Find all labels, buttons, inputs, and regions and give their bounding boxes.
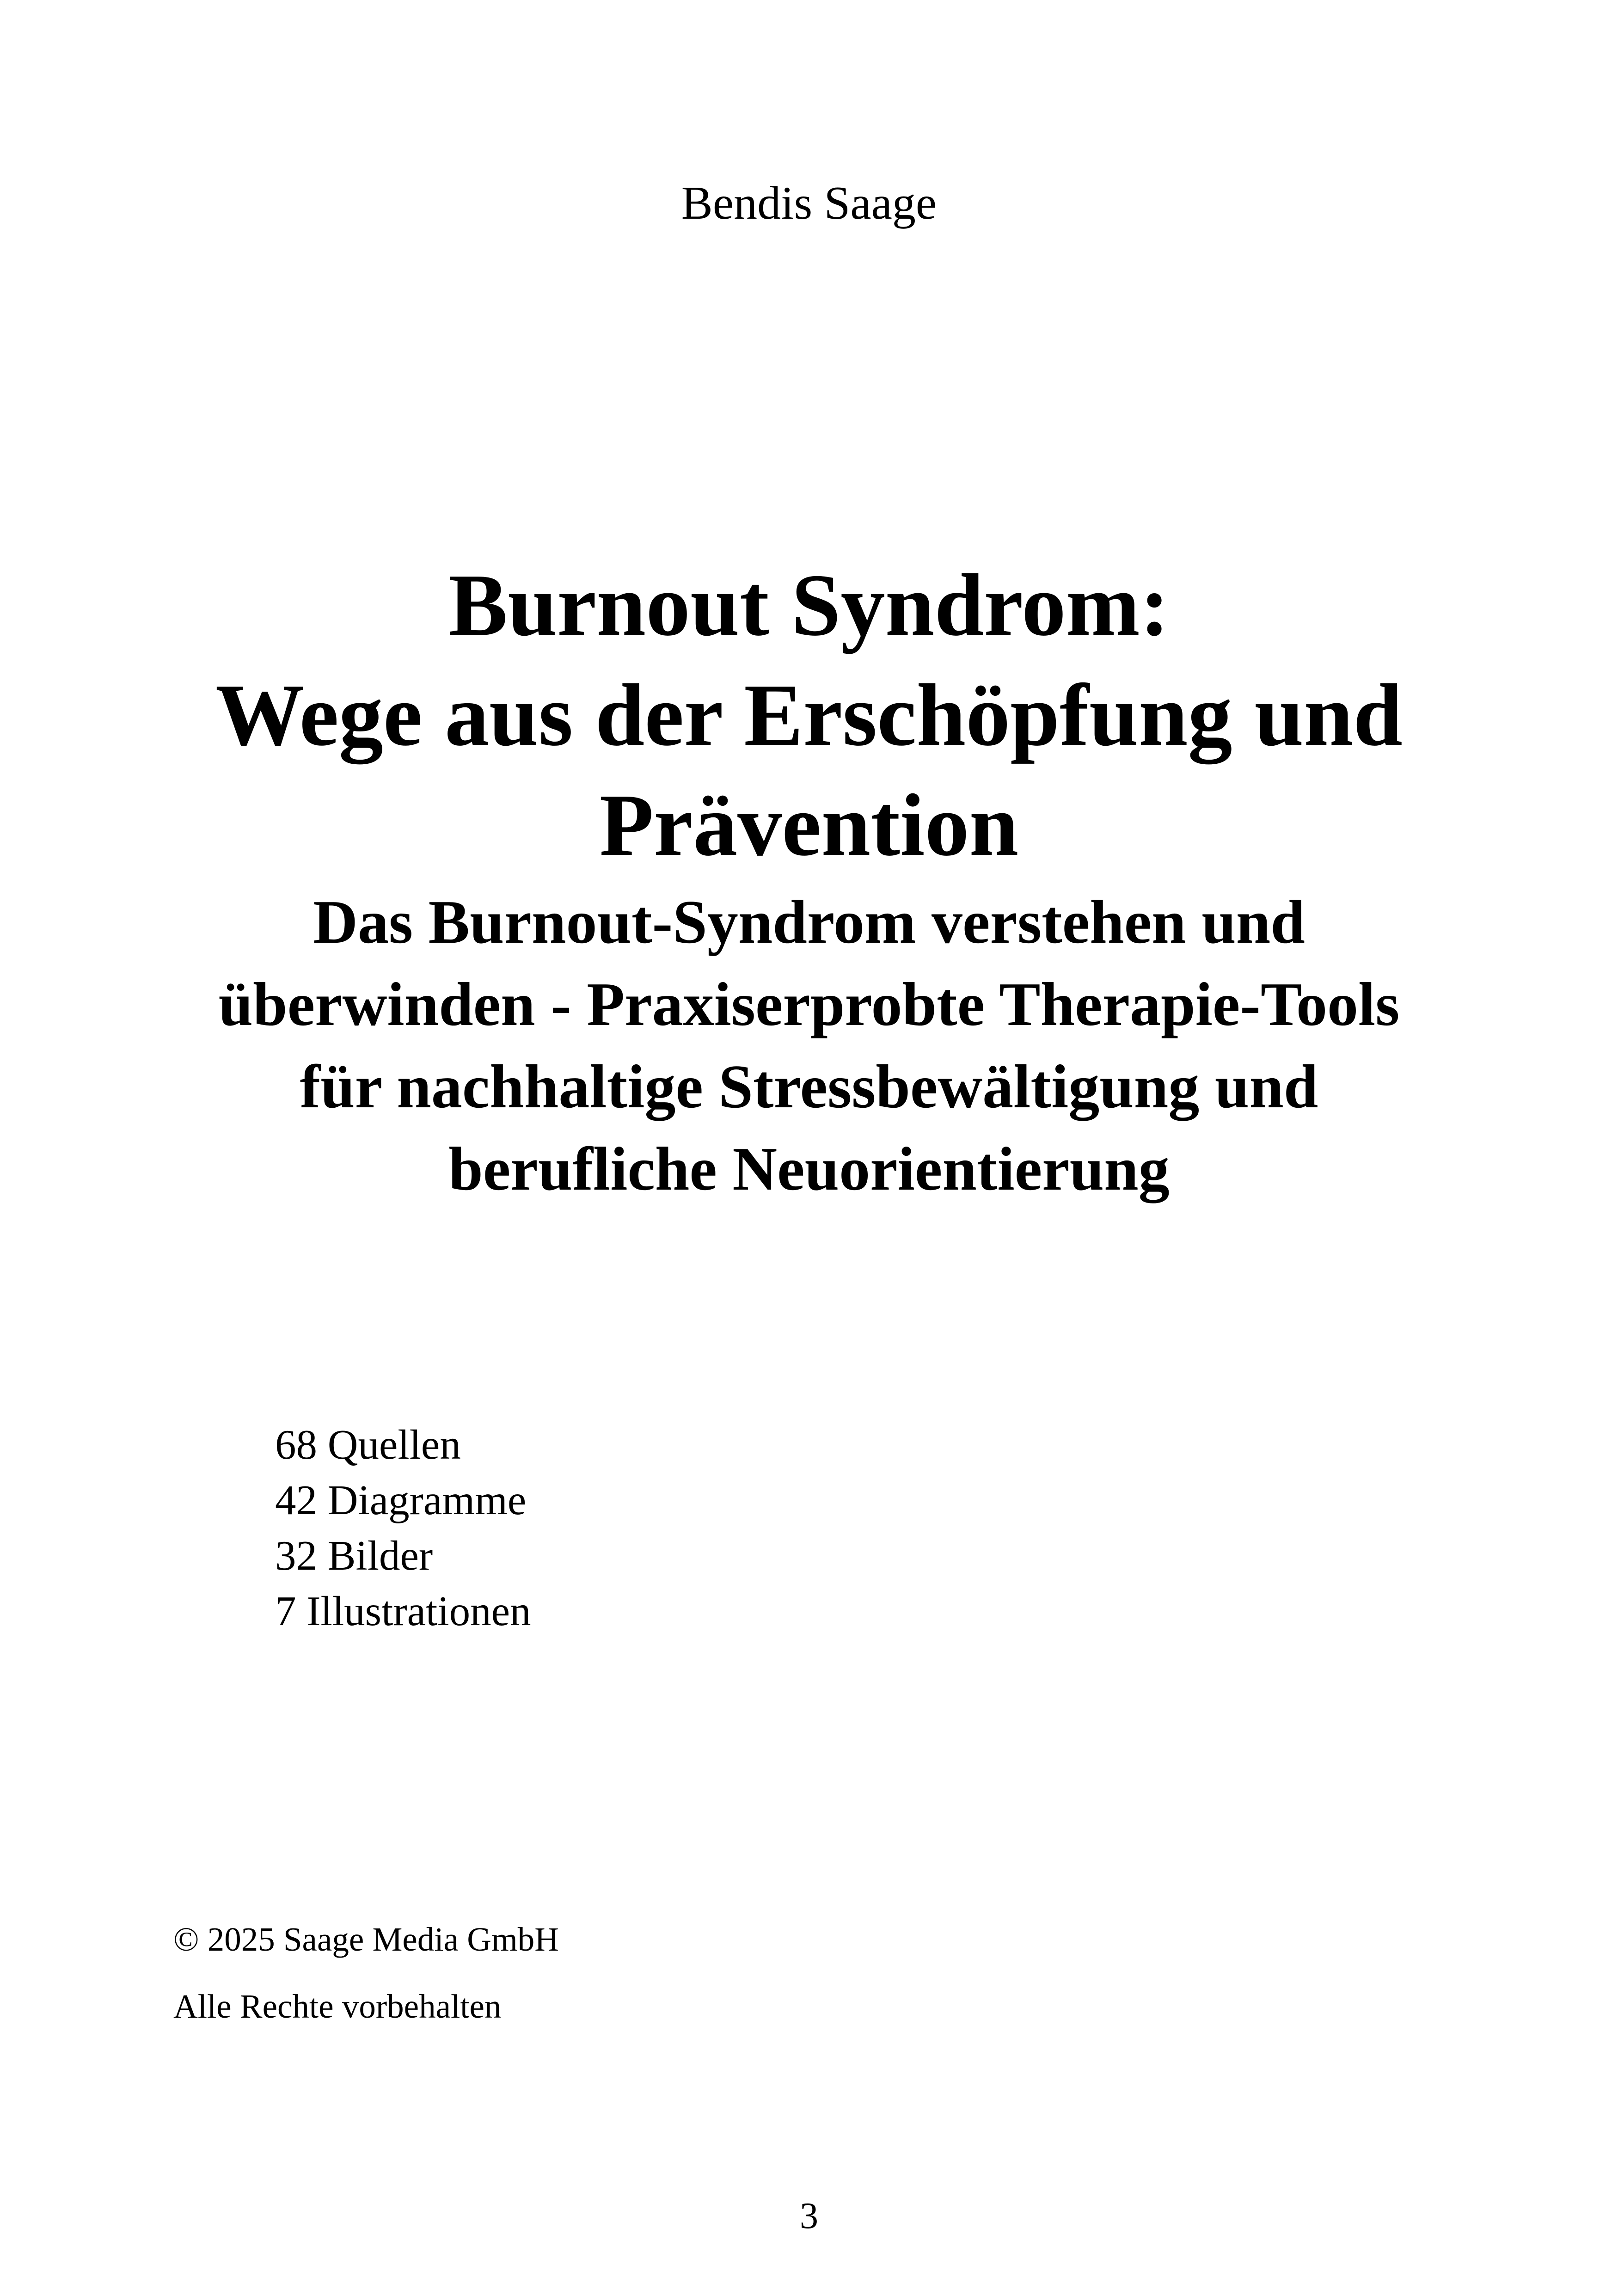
author-name: Bendis Saage xyxy=(681,177,937,229)
title-line: Prävention xyxy=(599,776,1019,874)
subtitle-line: berufliche Neuorientierung xyxy=(448,1135,1170,1203)
copyright-notice: © 2025 Saage Media GmbH xyxy=(173,1921,559,1958)
stat-item-diagrams: 42 Diagramme xyxy=(275,1477,527,1523)
subtitle-line: Das Burnout-Syndrom verstehen und xyxy=(313,888,1305,956)
book-subtitle xyxy=(0,881,1618,1210)
stat-item-sources: 68 Quellen xyxy=(275,1421,461,1468)
subtitle-line: für nachhaltige Stressbewältigung und xyxy=(300,1052,1318,1121)
stat-item-illustrations: 7 Illustrationen xyxy=(275,1588,531,1634)
subtitle-line: überwinden - Praxiserprobte Therapie-Tools xyxy=(218,970,1400,1038)
content-stats-list xyxy=(275,1417,531,1639)
page-number: 3 xyxy=(800,2196,818,2236)
title-line: Burnout Syndrom: xyxy=(448,556,1170,654)
book-title xyxy=(0,550,1618,880)
stat-item-images: 32 Bilder xyxy=(275,1532,433,1579)
rights-notice: Alle Rechte vorbehalten xyxy=(173,1988,502,2025)
title-line: Wege aus der Erschöpfung und xyxy=(215,666,1403,764)
